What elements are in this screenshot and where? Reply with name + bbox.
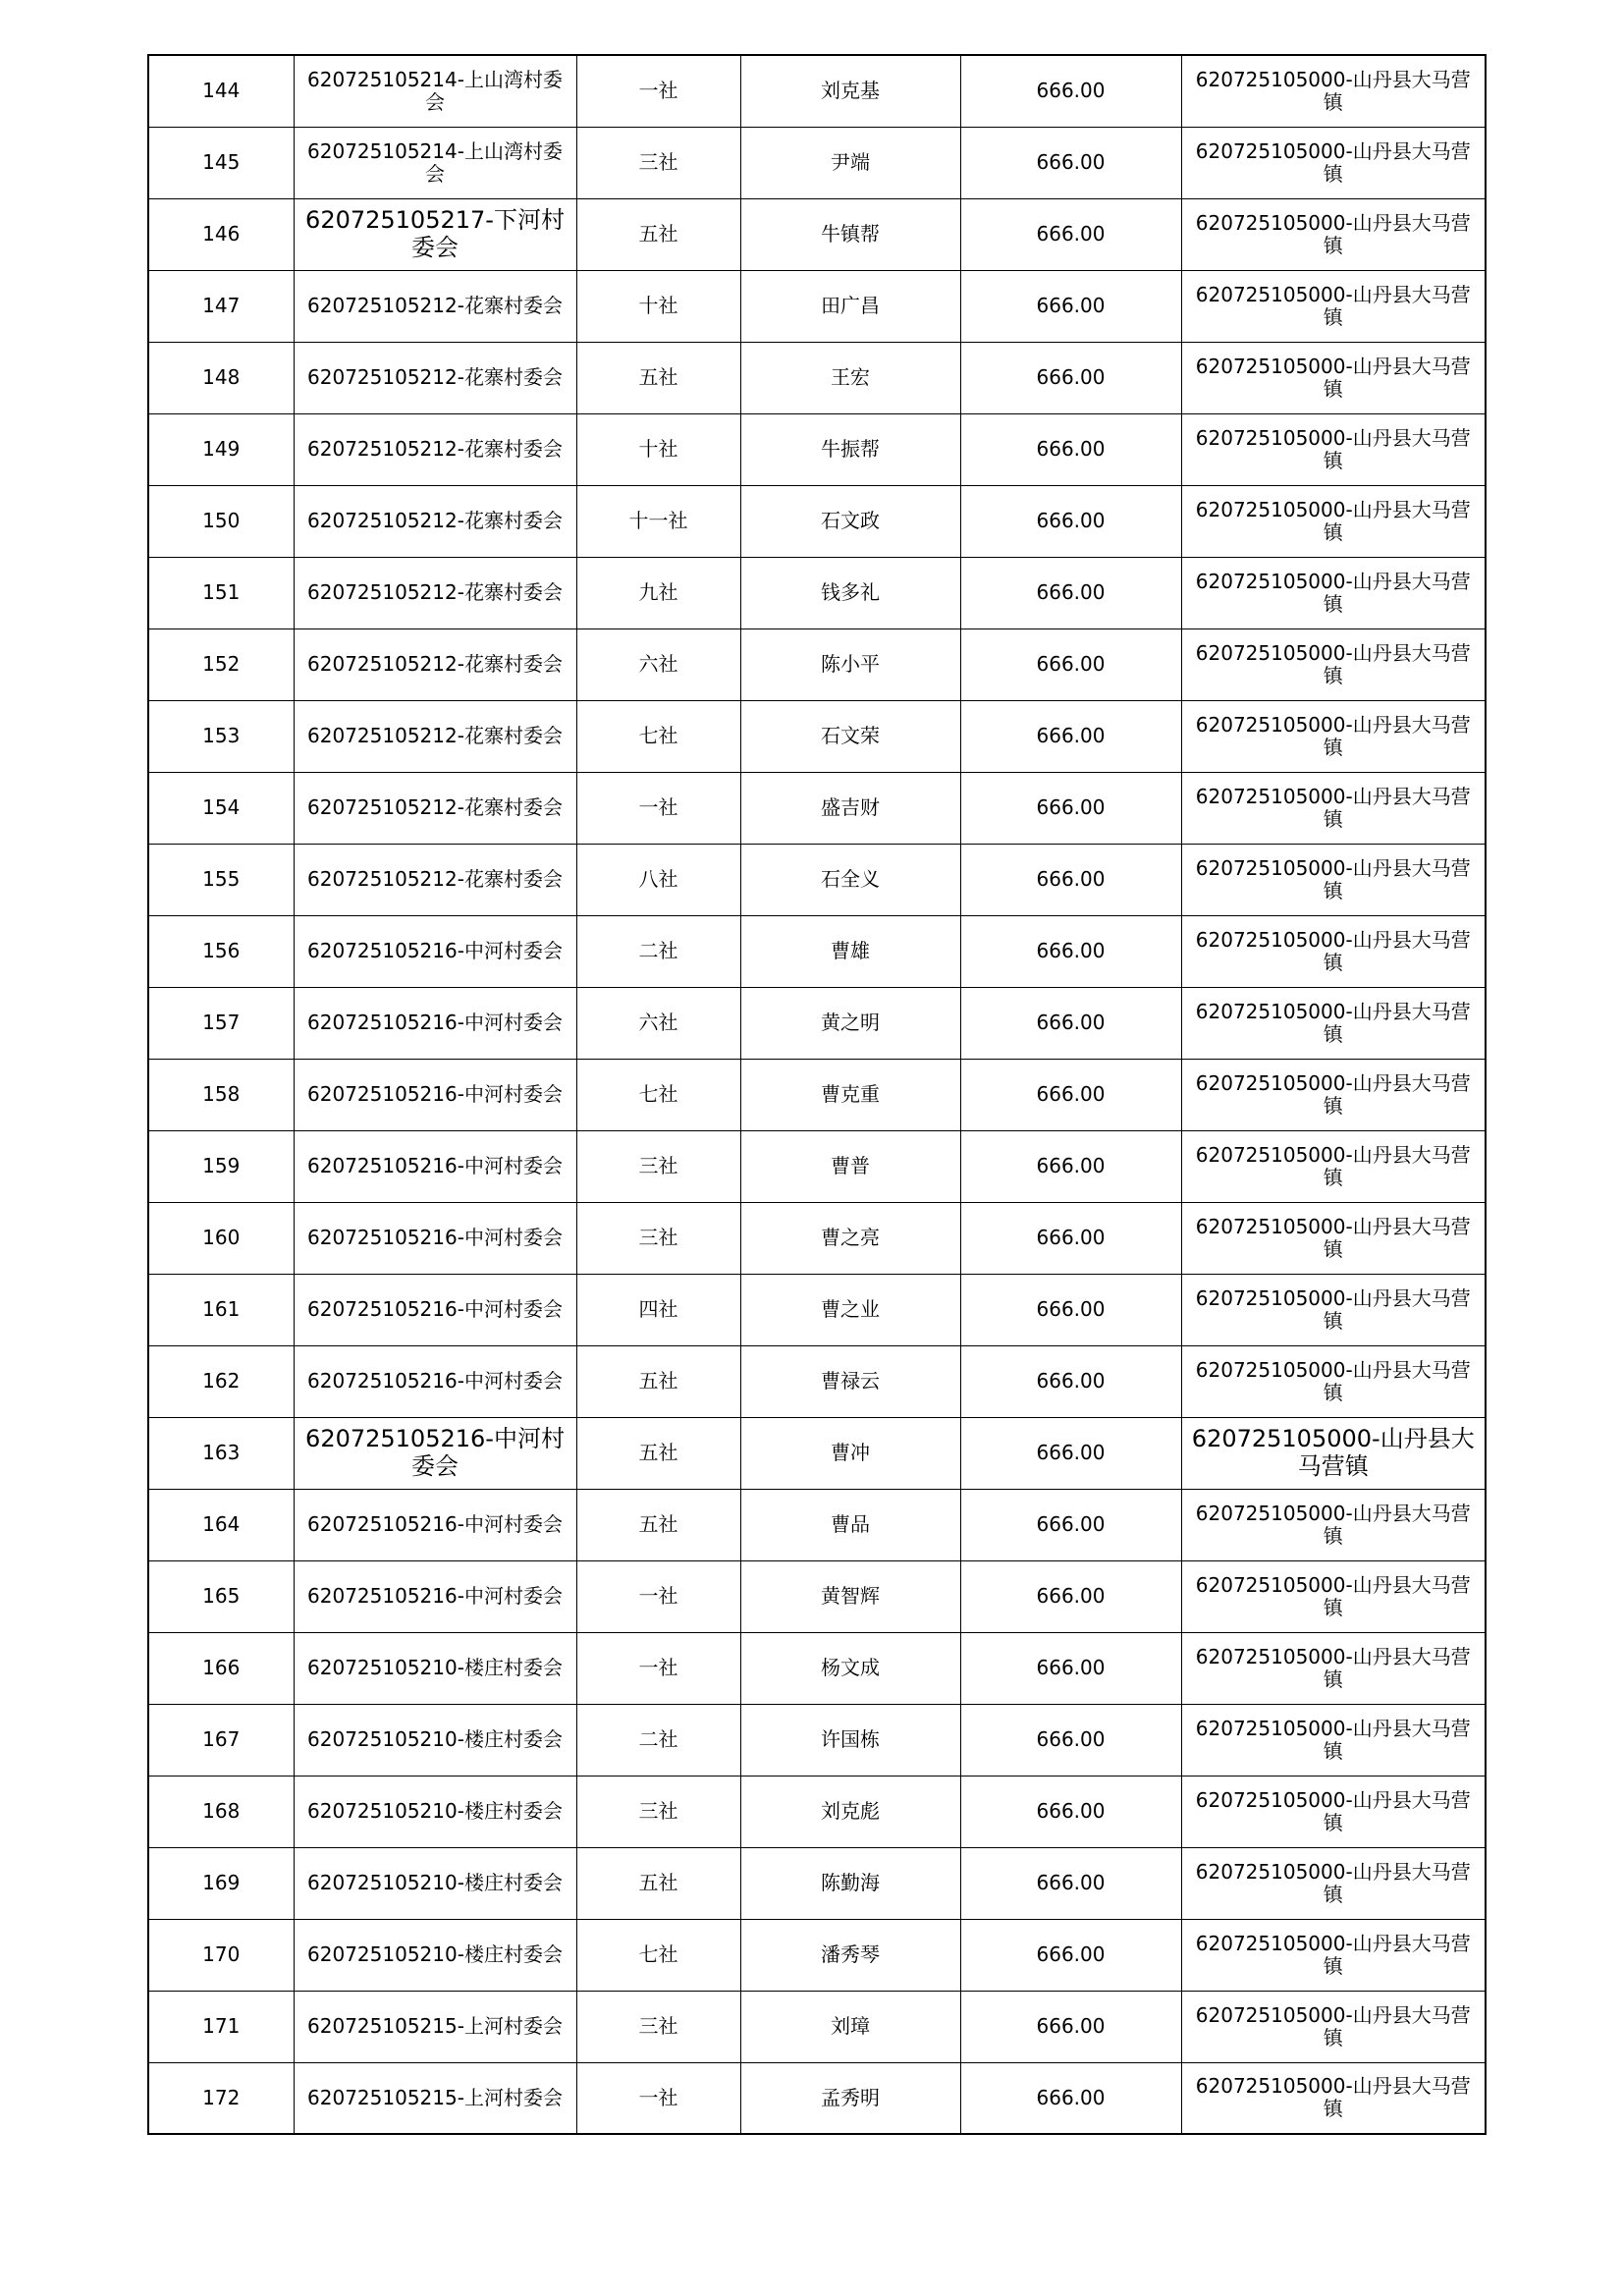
table-row (148, 700, 1486, 772)
table-row (148, 987, 1486, 1059)
row-number-cell: 161 (148, 1274, 294, 1345)
township-cell: 620725105000-山丹县大马营镇 (1181, 1489, 1486, 1560)
person-name-cell: 曹冲 (740, 1417, 960, 1489)
township-cell: 620725105000-山丹县大马营镇 (1181, 1847, 1486, 1919)
village-group-cell: 一社 (576, 55, 740, 127)
person-name-cell: 石文政 (740, 485, 960, 557)
village-committee-cell: 620725105216-中河村委会 (294, 987, 576, 1059)
village-committee-cell: 620725105215-上河村委会 (294, 1991, 576, 2062)
village-committee-cell: 620725105216-中河村委会 (294, 1202, 576, 1274)
amount-cell: 666.00 (960, 1991, 1181, 2062)
township-cell: 620725105000-山丹县大马营镇 (1181, 772, 1486, 844)
village-group-cell: 十社 (576, 270, 740, 342)
person-name-cell: 刘克彪 (740, 1776, 960, 1847)
village-group-cell: 一社 (576, 772, 740, 844)
village-group-cell: 六社 (576, 987, 740, 1059)
row-number-cell: 162 (148, 1345, 294, 1417)
village-committee-cell: 620725105212-花寨村委会 (294, 485, 576, 557)
township-cell: 620725105000-山丹县大马营镇 (1181, 198, 1486, 270)
amount-cell: 666.00 (960, 1130, 1181, 1202)
table-row (148, 629, 1486, 700)
person-name-cell: 杨文成 (740, 1632, 960, 1704)
row-number-cell: 167 (148, 1704, 294, 1776)
amount-cell: 666.00 (960, 1847, 1181, 1919)
village-group-cell: 四社 (576, 1274, 740, 1345)
amount-cell: 666.00 (960, 844, 1181, 915)
row-number-cell: 144 (148, 55, 294, 127)
amount-cell: 666.00 (960, 1417, 1181, 1489)
village-group-cell: 二社 (576, 1704, 740, 1776)
person-name-cell: 盛吉财 (740, 772, 960, 844)
table-row (148, 844, 1486, 915)
table-row (148, 772, 1486, 844)
person-name-cell: 曹之亮 (740, 1202, 960, 1274)
village-committee-cell: 620725105212-花寨村委会 (294, 772, 576, 844)
row-number-cell: 172 (148, 2062, 294, 2134)
row-number-cell: 154 (148, 772, 294, 844)
township-cell: 620725105000-山丹县大马营镇 (1181, 987, 1486, 1059)
village-group-cell: 七社 (576, 1059, 740, 1130)
amount-cell: 666.00 (960, 629, 1181, 700)
amount-cell: 666.00 (960, 1632, 1181, 1704)
township-cell: 620725105000-山丹县大马营镇 (1181, 1274, 1486, 1345)
row-number-cell: 171 (148, 1991, 294, 2062)
table-body (148, 55, 1486, 2134)
table-row (148, 1560, 1486, 1632)
row-number-cell: 155 (148, 844, 294, 915)
amount-cell: 666.00 (960, 1489, 1181, 1560)
village-group-cell: 五社 (576, 1417, 740, 1489)
village-committee-cell: 620725105216-中河村委会 (294, 915, 576, 987)
amount-cell: 666.00 (960, 198, 1181, 270)
amount-cell: 666.00 (960, 1059, 1181, 1130)
table-row (148, 198, 1486, 270)
table-row (148, 413, 1486, 485)
row-number-cell: 151 (148, 557, 294, 629)
row-number-cell: 158 (148, 1059, 294, 1130)
village-committee-cell: 620725105214-上山湾村委会 (294, 127, 576, 198)
person-name-cell: 曹禄云 (740, 1345, 960, 1417)
township-cell: 620725105000-山丹县大马营镇 (1181, 700, 1486, 772)
township-cell: 620725105000-山丹县大马营镇 (1181, 485, 1486, 557)
table-row (148, 1489, 1486, 1560)
table-row (148, 1130, 1486, 1202)
person-name-cell: 田广昌 (740, 270, 960, 342)
amount-cell: 666.00 (960, 772, 1181, 844)
township-cell: 620725105000-山丹县大马营镇 (1181, 1417, 1486, 1489)
row-number-cell: 157 (148, 987, 294, 1059)
table-row (148, 1704, 1486, 1776)
table-row (148, 55, 1486, 127)
table-row (148, 270, 1486, 342)
row-number-cell: 168 (148, 1776, 294, 1847)
row-number-cell: 148 (148, 342, 294, 413)
subsidy-table (147, 54, 1487, 2135)
village-group-cell: 三社 (576, 1130, 740, 1202)
village-group-cell: 三社 (576, 1776, 740, 1847)
village-committee-cell: 620725105210-楼庄村委会 (294, 1847, 576, 1919)
township-cell: 620725105000-山丹县大马营镇 (1181, 1632, 1486, 1704)
amount-cell: 666.00 (960, 55, 1181, 127)
amount-cell: 666.00 (960, 987, 1181, 1059)
village-committee-cell: 620725105212-花寨村委会 (294, 557, 576, 629)
row-number-cell: 159 (148, 1130, 294, 1202)
amount-cell: 666.00 (960, 1345, 1181, 1417)
village-committee-cell: 620725105210-楼庄村委会 (294, 1632, 576, 1704)
person-name-cell: 曹普 (740, 1130, 960, 1202)
village-group-cell: 一社 (576, 1632, 740, 1704)
amount-cell: 666.00 (960, 1704, 1181, 1776)
person-name-cell: 王宏 (740, 342, 960, 413)
row-number-cell: 160 (148, 1202, 294, 1274)
village-group-cell: 八社 (576, 844, 740, 915)
village-committee-cell: 620725105216-中河村委会 (294, 1417, 576, 1489)
person-name-cell: 陈小平 (740, 629, 960, 700)
township-cell: 620725105000-山丹县大马营镇 (1181, 1704, 1486, 1776)
person-name-cell: 刘璋 (740, 1991, 960, 2062)
village-committee-cell: 620725105216-中河村委会 (294, 1489, 576, 1560)
table-row (148, 557, 1486, 629)
person-name-cell: 孟秀明 (740, 2062, 960, 2134)
table-row (148, 1274, 1486, 1345)
table-row (148, 127, 1486, 198)
village-committee-cell: 620725105212-花寨村委会 (294, 629, 576, 700)
row-number-cell: 149 (148, 413, 294, 485)
township-cell: 620725105000-山丹县大马营镇 (1181, 557, 1486, 629)
amount-cell: 666.00 (960, 1919, 1181, 1991)
village-group-cell: 五社 (576, 1847, 740, 1919)
village-group-cell: 六社 (576, 629, 740, 700)
table-row (148, 1991, 1486, 2062)
village-committee-cell: 620725105212-花寨村委会 (294, 700, 576, 772)
township-cell: 620725105000-山丹县大马营镇 (1181, 1345, 1486, 1417)
village-group-cell: 一社 (576, 2062, 740, 2134)
village-group-cell: 一社 (576, 1560, 740, 1632)
row-number-cell: 165 (148, 1560, 294, 1632)
person-name-cell: 曹品 (740, 1489, 960, 1560)
village-committee-cell: 620725105212-花寨村委会 (294, 413, 576, 485)
person-name-cell: 刘克基 (740, 55, 960, 127)
person-name-cell: 钱多礼 (740, 557, 960, 629)
row-number-cell: 169 (148, 1847, 294, 1919)
township-cell: 620725105000-山丹县大马营镇 (1181, 1776, 1486, 1847)
row-number-cell: 170 (148, 1919, 294, 1991)
township-cell: 620725105000-山丹县大马营镇 (1181, 1202, 1486, 1274)
township-cell: 620725105000-山丹县大马营镇 (1181, 1560, 1486, 1632)
village-group-cell: 十社 (576, 413, 740, 485)
township-cell: 620725105000-山丹县大马营镇 (1181, 1130, 1486, 1202)
person-name-cell: 牛镇帮 (740, 198, 960, 270)
person-name-cell: 许国栋 (740, 1704, 960, 1776)
person-name-cell: 尹端 (740, 127, 960, 198)
row-number-cell: 145 (148, 127, 294, 198)
amount-cell: 666.00 (960, 270, 1181, 342)
person-name-cell: 曹之业 (740, 1274, 960, 1345)
amount-cell: 666.00 (960, 485, 1181, 557)
amount-cell: 666.00 (960, 1560, 1181, 1632)
village-group-cell: 十一社 (576, 485, 740, 557)
village-committee-cell: 620725105210-楼庄村委会 (294, 1919, 576, 1991)
person-name-cell: 牛振帮 (740, 413, 960, 485)
village-committee-cell: 620725105216-中河村委会 (294, 1345, 576, 1417)
table-row (148, 1345, 1486, 1417)
person-name-cell: 曹克重 (740, 1059, 960, 1130)
row-number-cell: 153 (148, 700, 294, 772)
table-row (148, 1202, 1486, 1274)
row-number-cell: 150 (148, 485, 294, 557)
township-cell: 620725105000-山丹县大马营镇 (1181, 1991, 1486, 2062)
amount-cell: 666.00 (960, 413, 1181, 485)
township-cell: 620725105000-山丹县大马营镇 (1181, 55, 1486, 127)
village-group-cell: 七社 (576, 700, 740, 772)
row-number-cell: 164 (148, 1489, 294, 1560)
village-committee-cell: 620725105214-上山湾村委会 (294, 55, 576, 127)
table-row (148, 1632, 1486, 1704)
amount-cell: 666.00 (960, 700, 1181, 772)
village-committee-cell: 620725105210-楼庄村委会 (294, 1704, 576, 1776)
village-committee-cell: 620725105216-中河村委会 (294, 1059, 576, 1130)
person-name-cell: 陈勤海 (740, 1847, 960, 1919)
amount-cell: 666.00 (960, 127, 1181, 198)
village-committee-cell: 620725105212-花寨村委会 (294, 342, 576, 413)
person-name-cell: 黄智辉 (740, 1560, 960, 1632)
table-row (148, 1919, 1486, 1991)
table-row (148, 1776, 1486, 1847)
amount-cell: 666.00 (960, 342, 1181, 413)
row-number-cell: 146 (148, 198, 294, 270)
township-cell: 620725105000-山丹县大马营镇 (1181, 127, 1486, 198)
person-name-cell: 石全义 (740, 844, 960, 915)
amount-cell: 666.00 (960, 915, 1181, 987)
township-cell: 620725105000-山丹县大马营镇 (1181, 629, 1486, 700)
village-committee-cell: 620725105216-中河村委会 (294, 1130, 576, 1202)
table-row (148, 915, 1486, 987)
amount-cell: 666.00 (960, 1776, 1181, 1847)
village-group-cell: 九社 (576, 557, 740, 629)
township-cell: 620725105000-山丹县大马营镇 (1181, 1059, 1486, 1130)
township-cell: 620725105000-山丹县大马营镇 (1181, 270, 1486, 342)
person-name-cell: 潘秀琴 (740, 1919, 960, 1991)
township-cell: 620725105000-山丹县大马营镇 (1181, 413, 1486, 485)
village-group-cell: 七社 (576, 1919, 740, 1991)
village-group-cell: 三社 (576, 1202, 740, 1274)
village-committee-cell: 620725105216-中河村委会 (294, 1560, 576, 1632)
township-cell: 620725105000-山丹县大马营镇 (1181, 844, 1486, 915)
person-name-cell: 石文荣 (740, 700, 960, 772)
row-number-cell: 163 (148, 1417, 294, 1489)
table-row (148, 342, 1486, 413)
village-committee-cell: 620725105215-上河村委会 (294, 2062, 576, 2134)
amount-cell: 666.00 (960, 2062, 1181, 2134)
row-number-cell: 152 (148, 629, 294, 700)
village-group-cell: 三社 (576, 127, 740, 198)
person-name-cell: 黄之明 (740, 987, 960, 1059)
township-cell: 620725105000-山丹县大马营镇 (1181, 2062, 1486, 2134)
village-group-cell: 五社 (576, 1345, 740, 1417)
township-cell: 620725105000-山丹县大马营镇 (1181, 915, 1486, 987)
village-group-cell: 三社 (576, 1991, 740, 2062)
township-cell: 620725105000-山丹县大马营镇 (1181, 342, 1486, 413)
village-committee-cell: 620725105216-中河村委会 (294, 1274, 576, 1345)
table-row (148, 2062, 1486, 2134)
row-number-cell: 166 (148, 1632, 294, 1704)
row-number-cell: 147 (148, 270, 294, 342)
row-number-cell: 156 (148, 915, 294, 987)
village-committee-cell: 620725105212-花寨村委会 (294, 270, 576, 342)
village-group-cell: 二社 (576, 915, 740, 987)
amount-cell: 666.00 (960, 1202, 1181, 1274)
table-row (148, 1059, 1486, 1130)
person-name-cell: 曹雄 (740, 915, 960, 987)
village-group-cell: 五社 (576, 198, 740, 270)
village-group-cell: 五社 (576, 342, 740, 413)
village-committee-cell: 620725105217-下河村委会 (294, 198, 576, 270)
table-row (148, 1847, 1486, 1919)
village-group-cell: 五社 (576, 1489, 740, 1560)
amount-cell: 666.00 (960, 557, 1181, 629)
village-committee-cell: 620725105210-楼庄村委会 (294, 1776, 576, 1847)
village-committee-cell: 620725105212-花寨村委会 (294, 844, 576, 915)
table-row (148, 1417, 1486, 1489)
table-row (148, 485, 1486, 557)
amount-cell: 666.00 (960, 1274, 1181, 1345)
township-cell: 620725105000-山丹县大马营镇 (1181, 1919, 1486, 1991)
